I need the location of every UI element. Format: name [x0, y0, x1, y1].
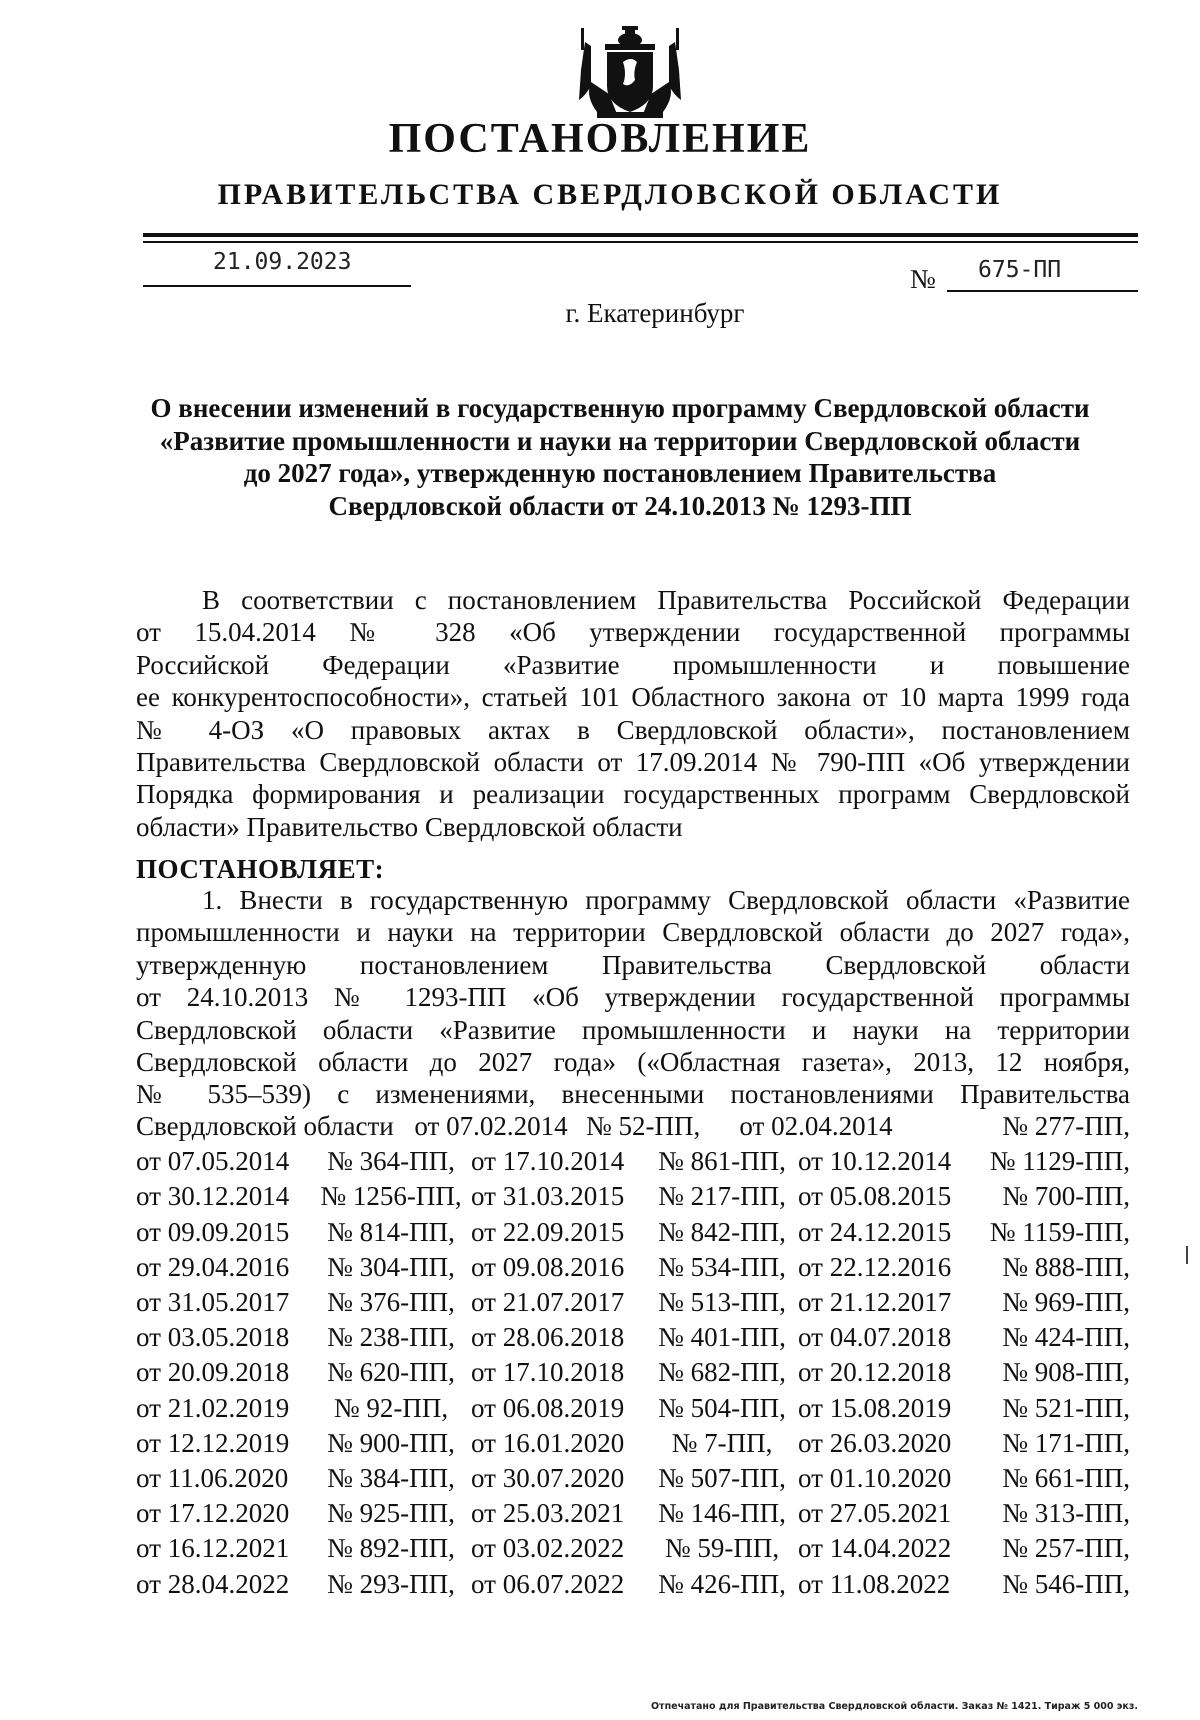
amendment-cell: от 02.04.2014: [739, 1111, 893, 1141]
preamble-line: области» Правительство Свердловской области: [136, 811, 683, 842]
preamble-line: ее конкурентоспособности», статьей 101 Областного закона от 10 марта 1999 года: [136, 682, 1130, 713]
amendment-cell: от 09.08.2016: [471, 1251, 625, 1282]
title-line: Свердловской области от 24.10.2013 № 1293-ПП: [328, 490, 912, 521]
amendment-cell: № 842-ПП,: [658, 1216, 786, 1247]
amendment-cell: № 426-ПП,: [658, 1568, 786, 1599]
preamble-line: от 15.04.2014 № 328 «Об утверждении государственной программы: [136, 617, 1130, 648]
clause-line: утвержденную постановлением Правительства Свердловской области: [136, 949, 1130, 980]
amendment-cell: от 14.04.2022: [798, 1533, 952, 1564]
amendment-cell: № 661-ПП,: [1002, 1463, 1130, 1493]
amendment-cell: Свердловской области: [136, 1111, 394, 1141]
preamble-line: Порядка формирования и реализации государственных программ Свердловской: [136, 779, 1130, 810]
amendment-cell: № 364-ПП,: [327, 1146, 455, 1177]
amendment-cell: от 09.09.2015: [136, 1216, 290, 1247]
amendment-cell: от 21.02.2019: [136, 1392, 290, 1423]
amendment-cell: № 969-ПП,: [1002, 1287, 1130, 1317]
amendment-cell: от 21.07.2017: [471, 1287, 625, 1317]
amendment-cell: № 171-ПП,: [1002, 1427, 1130, 1458]
amendment-cell: от 03.05.2018: [136, 1322, 290, 1353]
decree-word: ПОСТАНОВЛЯЕТ:: [136, 854, 385, 884]
amendment-row: [136, 1498, 1130, 1529]
preamble-line: № 4-ОЗ «О правовых актах в Свердловской области», постановлением: [136, 714, 1130, 745]
document-date: 21.09.2023: [213, 249, 352, 275]
preamble-line: В соответствии с постановлением Правительства Российской Федерации: [202, 585, 1130, 615]
amendment-cell: № 620-ПП,: [327, 1357, 455, 1388]
amendment-cell: № 682-ПП,: [658, 1357, 786, 1388]
amendment-cell: от 05.08.2015: [798, 1181, 952, 1212]
amendment-row: [136, 1146, 1130, 1177]
amendment-cell: № 513-ПП,: [658, 1287, 786, 1317]
amendment-cell: № 146-ПП,: [658, 1498, 786, 1529]
amendment-cell: № 257-ПП,: [1002, 1533, 1130, 1564]
number-underline: [947, 290, 1138, 292]
amendment-cell: № 384-ПП,: [327, 1463, 455, 1493]
amendment-row: [136, 1181, 1130, 1212]
clause-line: от 24.10.2013 № 1293-ПП «Об утверждении государственной программы: [136, 982, 1130, 1013]
amendment-row: [136, 1252, 1130, 1283]
scan-artifact: [1186, 1246, 1188, 1264]
amendment-row: [136, 1569, 1130, 1600]
amendment-cell: от 31.03.2015: [471, 1181, 625, 1212]
amendment-cell: № 521-ПП,: [1002, 1392, 1130, 1423]
preamble-paragraph: [136, 584, 1130, 843]
title-line: О внесении изменений в государственную программу Свердловской области: [150, 393, 1090, 423]
amendment-row: [136, 1357, 1130, 1388]
amendment-cell: № 546-ПП,: [1002, 1568, 1130, 1599]
preamble-line: Правительства Свердловской области от 17.09.2014 № 790-ПП «Об утверждении: [136, 747, 1130, 778]
issuer-heading: ПРАВИТЕЛЬСТВА СВЕРДЛОВСКОЙ ОБЛАСТИ: [217, 178, 1003, 211]
coat-of-arms-emblem: [575, 22, 685, 124]
amendment-cell: от 25.03.2021: [471, 1498, 625, 1529]
amendment-row: [136, 1217, 1130, 1248]
amendment-cell: от 31.05.2017: [136, 1287, 290, 1317]
title-line: до 2027 года», утвержденную постановлением Правительства: [243, 458, 997, 488]
amendment-cell: от 29.04.2016: [136, 1251, 290, 1282]
amendment-cell: от 06.07.2022: [471, 1568, 625, 1599]
amendment-row: [136, 1287, 1130, 1318]
amendment-cell: от 11.06.2020: [136, 1463, 289, 1493]
amendment-cell: от 07.05.2014: [136, 1146, 290, 1177]
amendment-cell: от 17.10.2014: [471, 1146, 625, 1177]
amendment-cell: № 925-ПП,: [327, 1498, 455, 1529]
amendment-cell: № 59-ПП,: [664, 1533, 780, 1564]
amendment-cell: от 16.01.2020: [471, 1427, 625, 1458]
amendment-cell: № 304-ПП,: [327, 1251, 455, 1282]
city-label: г. Екатеринбург: [565, 298, 745, 328]
amendment-cell: № 892-ПП,: [327, 1533, 455, 1564]
amendment-cell: от 21.12.2017: [798, 1287, 952, 1317]
amendment-cell: от 20.09.2018: [136, 1357, 290, 1388]
amendment-row: [136, 1533, 1130, 1564]
amendment-cell: от 12.12.2019: [136, 1427, 290, 1458]
amendment-cell: от 06.08.2019: [471, 1392, 625, 1423]
clause-1-paragraph: [136, 884, 1130, 1111]
amendment-cell: от 22.09.2015: [471, 1216, 625, 1247]
amendment-cell: от 20.12.2018: [798, 1357, 952, 1388]
amendment-cell: от 07.02.2014: [414, 1111, 568, 1141]
amendment-cell: от 26.03.2020: [798, 1427, 952, 1458]
amendment-cell: № 7-ПП,: [671, 1427, 773, 1458]
title-line: «Развитие промышленности и науки на территории Свердловской области: [159, 425, 1081, 456]
clause-line: промышленности и науки на территории Свердловской области до 2027 года»,: [136, 917, 1130, 948]
amendment-cell: от 30.07.2020: [471, 1463, 625, 1493]
amendment-cell: № 888-ПП,: [1002, 1251, 1130, 1282]
amendment-cell: от 03.02.2022: [471, 1533, 625, 1564]
amendment-cell: от 30.12.2014: [136, 1181, 290, 1212]
amendment-cell: № 313-ПП,: [1002, 1498, 1130, 1529]
amendment-cell: № 1256-ПП,: [320, 1181, 462, 1212]
document-title: [120, 392, 1120, 522]
amendment-cell: № 861-ПП,: [658, 1146, 786, 1177]
amendment-cell: от 28.06.2018: [471, 1322, 625, 1353]
amendment-cell: № 238-ПП,: [327, 1322, 455, 1353]
amendment-cell: № 700-ПП,: [1002, 1181, 1130, 1212]
clause-line: Свердловской области до 2027 года» («Областная газета», 2013, 12 ноября,: [136, 1047, 1130, 1078]
amendment-cell: № 293-ПП,: [327, 1568, 455, 1599]
document-type-heading: ПОСТАНОВЛЕНИЕ: [388, 116, 812, 162]
amendment-row: [136, 1322, 1130, 1353]
amendment-cell: от 15.08.2019: [798, 1392, 952, 1423]
amendment-cell: от 27.05.2021: [798, 1498, 952, 1529]
amendment-cell: от 24.12.2015: [798, 1216, 952, 1247]
amendment-cell: № 534-ПП,: [658, 1251, 786, 1282]
amendment-cell: № 424-ПП,: [1002, 1322, 1130, 1353]
amendment-row: [136, 1428, 1130, 1459]
amendment-cell: от 17.10.2018: [471, 1357, 625, 1388]
clause-line: Свердловской области «Развитие промышленности и науки на территории: [136, 1014, 1130, 1045]
amendment-cell: от 16.12.2021: [136, 1533, 290, 1564]
preamble-line: Российской Федерации «Развитие промышленности и повышение: [136, 649, 1130, 680]
clause-line: 1. Внести в государственную программу Свердловской области «Развитие: [202, 885, 1130, 915]
amendment-cell: № 401-ПП,: [658, 1322, 786, 1353]
amendment-cell: от 11.08.2022: [798, 1568, 951, 1599]
amendment-cell: № 1159-ПП,: [989, 1216, 1130, 1247]
header-rule-thin: [143, 241, 1138, 243]
date-underline: [143, 285, 411, 287]
print-footer: Отпечатано для Правительства Свердловской области. Заказ № 1421. Тираж 5 000 экз.: [650, 1701, 1138, 1712]
number-sign: №: [910, 264, 936, 294]
amendment-cell: от 17.12.2020: [136, 1498, 290, 1529]
document-number: 675-ПП: [978, 257, 1062, 283]
amendment-cell: № 507-ПП,: [658, 1463, 786, 1493]
amendment-cell: № 900-ПП,: [327, 1427, 455, 1458]
amendment-cell: № 814-ПП,: [327, 1216, 455, 1247]
amendment-cell: № 92-ПП,: [333, 1392, 449, 1423]
amendment-row: [136, 1111, 1130, 1142]
amendment-row: [136, 1393, 1130, 1424]
amendment-cell: от 10.12.2014: [798, 1146, 952, 1177]
amendment-cell: от 28.04.2022: [136, 1568, 290, 1599]
amendment-cell: № 376-ПП,: [327, 1287, 455, 1317]
header-rule-thick: [143, 233, 1138, 237]
amendment-cell: № 217-ПП,: [658, 1181, 786, 1212]
amendment-cell: № 504-ПП,: [658, 1392, 786, 1423]
amendment-cell: № 908-ПП,: [1002, 1357, 1130, 1388]
amendment-cell: № 52-ПП,: [586, 1111, 701, 1141]
clause-line: № 535–539) с изменениями, внесенными постановлениями Правительства: [136, 1079, 1130, 1110]
amendment-row: [136, 1463, 1130, 1494]
amendment-cell: от 22.12.2016: [798, 1251, 952, 1282]
amendment-cell: № 277-ПП,: [1002, 1111, 1130, 1141]
amendment-cell: от 04.07.2018: [798, 1322, 952, 1353]
amendment-cell: от 01.10.2020: [798, 1463, 952, 1493]
amendment-cell: № 1129-ПП,: [989, 1146, 1130, 1177]
